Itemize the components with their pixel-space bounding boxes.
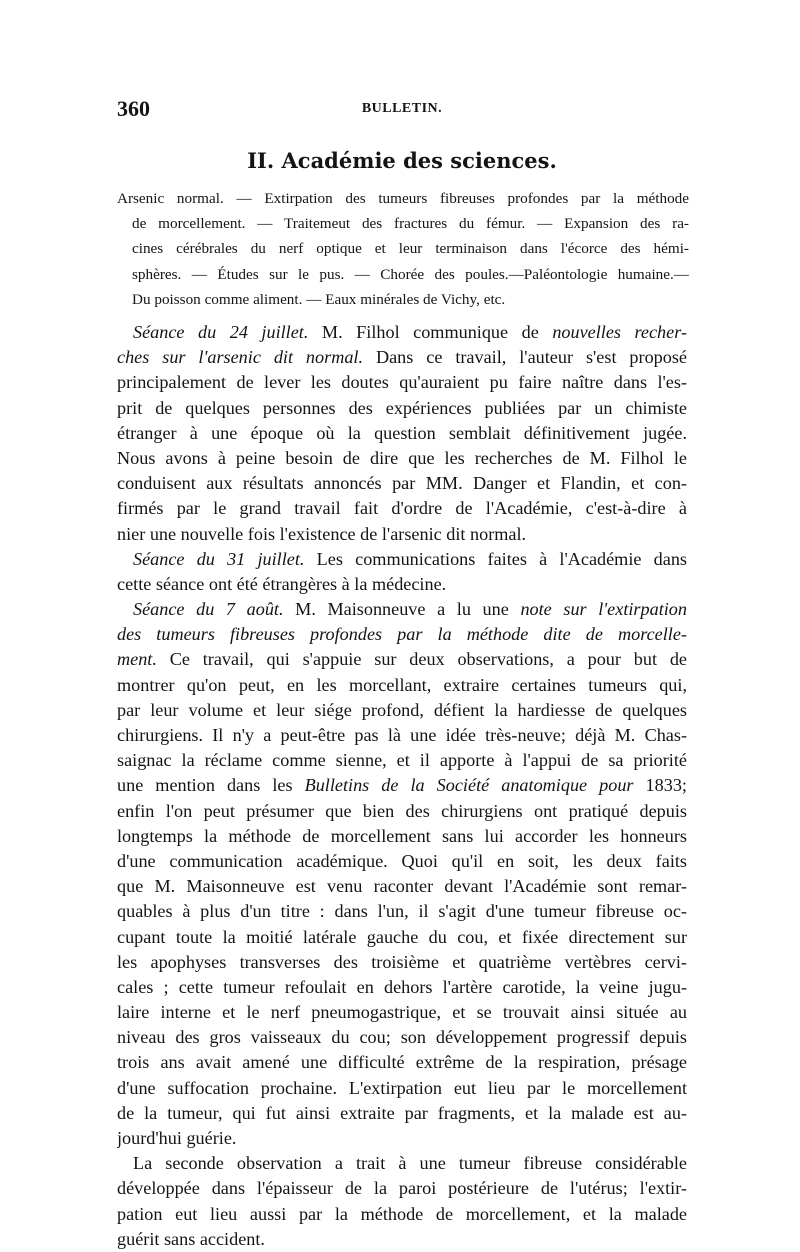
summary-line: de morcellement. — Traitemeut des fractures du fémur. — Expansion des ra- — [132, 215, 689, 233]
text-line: Séance du 31 juillet. Les communications faites à l'Académie dans — [133, 548, 687, 569]
text-line: niveau des gros vaisseaux du cou; son développement progressif depuis — [117, 1027, 687, 1048]
text-line: quables à plus d'un titre : dans l'un, il s'agit d'une tumeur fibreuse oc- — [117, 901, 687, 922]
summary-line: Arsenic normal. — Extirpation des tumeurs fibreuses profondes par la méthode — [117, 190, 689, 207]
text-line: enfin l'on peut présumer que bien des chirurgiens ont pratiqué depuis — [117, 800, 687, 821]
page-header — [117, 96, 687, 126]
text-line: La seconde observation a trait à une tumeur fibreuse considérable — [133, 1153, 687, 1174]
text-line: jourd'hui guérie. — [117, 1128, 237, 1148]
text-line: ches sur l'arsenic dit normal. Dans ce travail, l'auteur s'est proposé — [117, 347, 687, 368]
text-line: par leur volume et leur siége profond, défient la hardiesse de quelques — [117, 699, 687, 720]
seance-date: Séance du 7 août. — [133, 599, 284, 620]
text-line: guérit sans accident. — [117, 1228, 265, 1249]
text-line: développée dans l'épaisseur de la paroi postérieure de l'utérus; l'extir- — [117, 1178, 687, 1199]
text-line: nier une nouvelle fois l'existence de l'arsenic dit normal. — [117, 523, 527, 544]
text-line: d'une suffocation prochaine. L'extirpation eut lieu par le morcellement — [117, 1077, 687, 1098]
text-line: cales ; cette tumeur refoulait en dehors l'artère carotide, la veine jugu- — [117, 976, 687, 997]
text-line: les apophyses transverses des troisième et quatrième vertèbres cervi- — [117, 951, 687, 972]
section-title: II. Académie des sciences. — [247, 148, 557, 173]
text-line: laire interne et le nerf pneumogastrique, et se trouvait ainsi située au — [117, 1002, 687, 1023]
text-line: Nous avons à peine besoin de dire que les recherches de M. Filhol le — [117, 447, 687, 468]
text-line: ment. Ce travail, qui s'appuie sur deux observations, a pour but de — [117, 649, 687, 670]
text-line: pation eut lieu aussi par la méthode de morcellement, et la malade — [117, 1203, 687, 1224]
summary-line: sphères. — Études sur le pus. — Chorée des poules.—Paléontologie humaine.— — [132, 265, 689, 283]
text-line: prit de quelques personnes des expériences publiées par un chimiste — [117, 397, 687, 418]
text-line: firmés par le grand travail fait d'ordre de l'Académie, c'est-à-dire à — [117, 498, 687, 519]
text-line: conduisent aux résultats annoncés par MM. Danger et Flandin, et con- — [117, 473, 687, 494]
page-number: 360 — [117, 96, 150, 121]
text-line: saignac la réclame comme sienne, et il apporte à l'appui de sa priorité — [117, 750, 687, 771]
text-line: d'une communication académique. Quoi qu'il en soit, les deux faits — [117, 850, 687, 871]
text-line: trois ans avait amené une difficulté extrême de la respiration, présage — [117, 1052, 687, 1073]
text-line: de la tumeur, qui fut ainsi extraite par fragments, et la malade est au- — [117, 1102, 687, 1123]
text-line: chirurgiens. Il n'y a peut-être pas là une idée très-neuve; déjà M. Chas- — [117, 725, 687, 745]
text-line: cupant toute la moitié latérale gauche du cou, et fixée directement sur — [117, 926, 687, 947]
text-line: Séance du 7 août. M. Maisonneuve a lu une note sur l'extirpation — [133, 599, 687, 620]
text-line: montrer qu'on peut, en les morcellant, extraire certaines tumeurs qui, — [117, 674, 687, 695]
text-line: principalement de lever les doutes qu'auraient pu faire naître dans l'es- — [117, 372, 687, 393]
text-line: que M. Maisonneuve est venu raconter devant l'Académie sont remar- — [117, 876, 687, 897]
running-head: BULLETIN. — [361, 101, 443, 116]
summary-line: Du poisson comme aliment. — Eaux minérales de Vichy, etc. — [132, 290, 506, 308]
text-line: des tumeurs fibreuses profondes par la méthode dite de morcelle- — [117, 624, 687, 645]
text-line: une mention dans les Bulletins de la Société anatomique pour 1833; — [117, 775, 687, 796]
text-line: Séance du 24 juillet. M. Filhol communique de nouvelles recher- — [133, 322, 687, 342]
text-line: étranger à une époque où la question semblait définitivement jugée. — [117, 422, 687, 443]
text-line: longtemps la méthode de morcellement sans lui accorder les honneurs — [117, 825, 687, 846]
text-line: cette séance ont été étrangères à la médecine. — [117, 573, 447, 594]
summary-line: cines cérébrales du nerf optique et leur terminaison dans l'écorce des hémi- — [132, 240, 689, 258]
seance-date: Séance du 24 juillet. — [133, 322, 309, 342]
article-body — [117, 320, 687, 1252]
seance-date: Séance du 31 juillet. — [133, 548, 305, 569]
section-summary — [117, 188, 689, 314]
